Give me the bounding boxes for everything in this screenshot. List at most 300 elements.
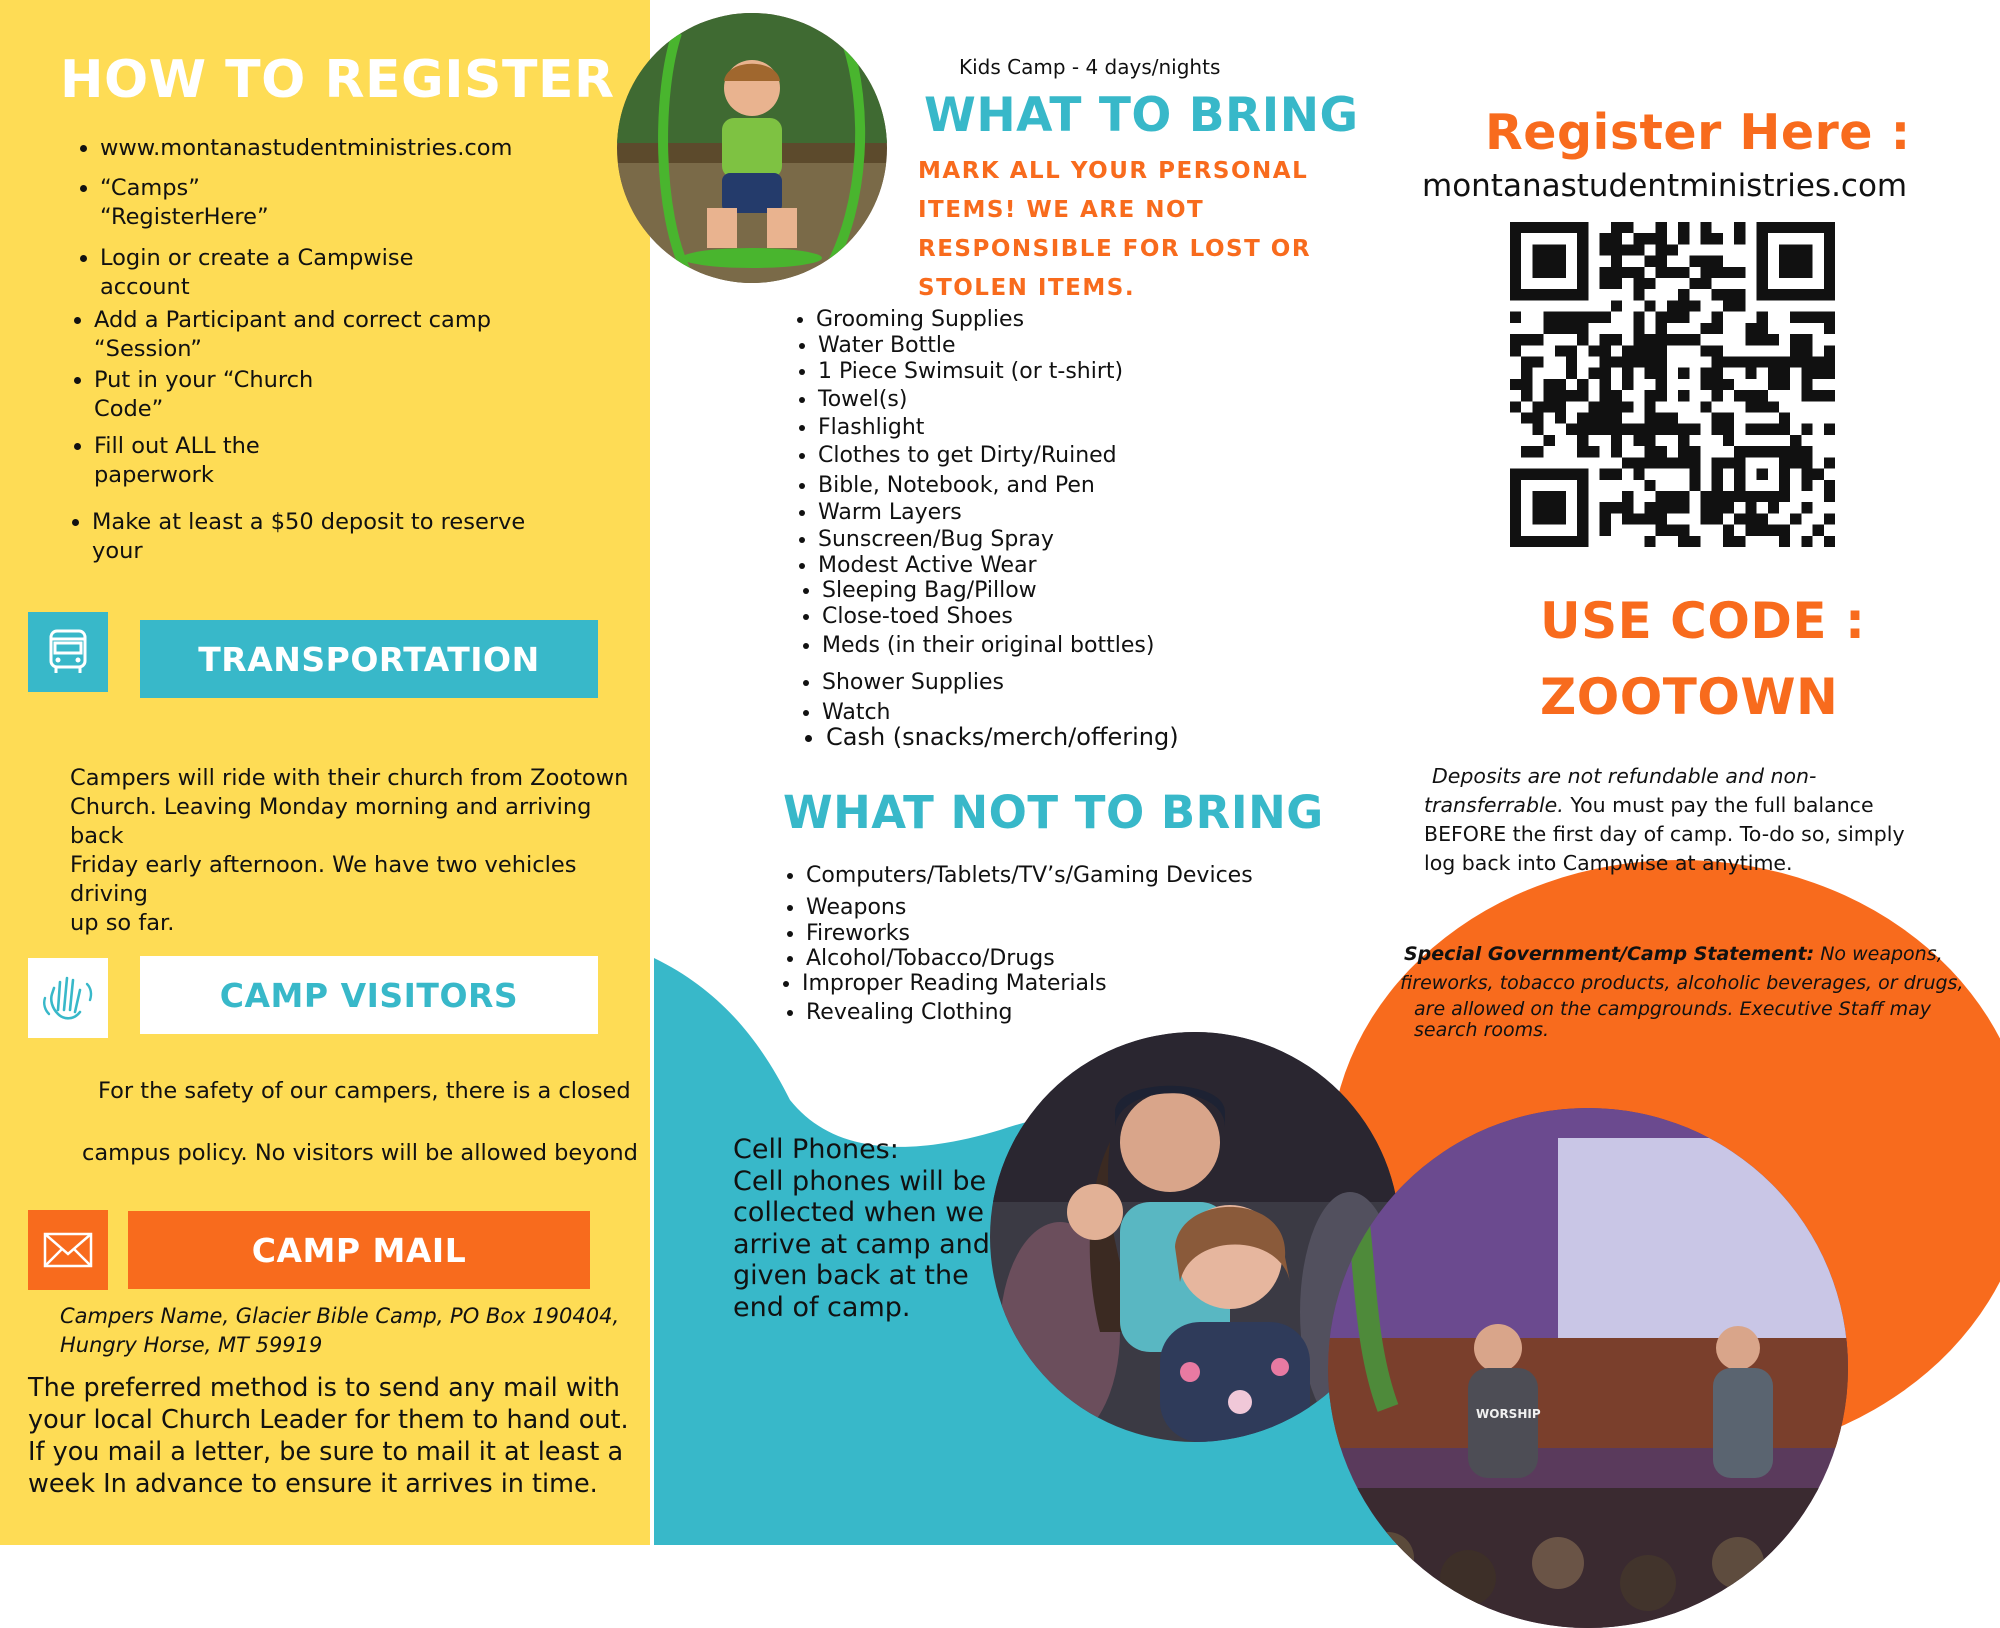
qr-module bbox=[1544, 401, 1555, 412]
qr-module bbox=[1521, 469, 1532, 480]
qr-module bbox=[1734, 222, 1745, 233]
qr-module bbox=[1779, 267, 1790, 278]
qr-module bbox=[1678, 435, 1689, 446]
qr-module bbox=[1577, 323, 1588, 334]
qr-module bbox=[1600, 244, 1611, 255]
qr-module bbox=[1689, 278, 1700, 289]
qr-module bbox=[1768, 424, 1779, 435]
qr-module bbox=[1667, 424, 1678, 435]
qr-module bbox=[1622, 356, 1633, 367]
deposit-line: BEFORE the first day of camp. To-do so, simply bbox=[1424, 822, 1905, 846]
qr-module bbox=[1801, 469, 1812, 480]
qr-module bbox=[1824, 278, 1835, 289]
step-line: • Fill out ALL the bbox=[94, 433, 260, 459]
qr-module bbox=[1600, 278, 1611, 289]
qr-module bbox=[1532, 469, 1543, 480]
qr-module bbox=[1566, 424, 1577, 435]
qr-module bbox=[1555, 312, 1566, 323]
qr-module bbox=[1656, 491, 1667, 502]
qr-module bbox=[1824, 323, 1835, 334]
qr-module bbox=[1779, 244, 1790, 255]
statement-text: No weapons, bbox=[1814, 943, 1943, 965]
qr-module bbox=[1521, 222, 1532, 233]
qr-module bbox=[1667, 300, 1678, 311]
list-item: • Water Bottle bbox=[818, 332, 955, 359]
text-line: up so far. bbox=[70, 910, 175, 936]
qr-module bbox=[1577, 513, 1588, 524]
statement-line bbox=[1400, 940, 1990, 969]
text-line: arrive at camp and bbox=[733, 1228, 990, 1260]
use-code-label: USE CODE : bbox=[1540, 592, 1866, 650]
qr-module bbox=[1712, 379, 1723, 390]
qr-module bbox=[1790, 345, 1801, 356]
qr-module bbox=[1555, 413, 1566, 424]
qr-module bbox=[1757, 525, 1768, 536]
qr-module bbox=[1555, 323, 1566, 334]
qr-module bbox=[1611, 435, 1622, 446]
qr-module bbox=[1678, 300, 1689, 311]
qr-module bbox=[1667, 312, 1678, 323]
qr-module bbox=[1701, 278, 1712, 289]
qr-module bbox=[1521, 334, 1532, 345]
qr-module bbox=[1577, 424, 1588, 435]
qr-module bbox=[1689, 480, 1700, 491]
qr-module bbox=[1779, 536, 1790, 547]
qr-module bbox=[1757, 256, 1768, 267]
qr-module bbox=[1712, 469, 1723, 480]
list-item: • Modest Active Wear bbox=[818, 552, 1037, 579]
deposit-text bbox=[1424, 762, 1944, 878]
qr-module bbox=[1734, 457, 1745, 468]
qr-module bbox=[1566, 289, 1577, 300]
step-line: • Add a Participant and correct camp bbox=[94, 307, 492, 333]
qr-module bbox=[1544, 312, 1555, 323]
qr-module bbox=[1622, 267, 1633, 278]
qr-module bbox=[1801, 256, 1812, 267]
qr-module bbox=[1801, 289, 1812, 300]
what-to-bring-list bbox=[790, 306, 1212, 756]
qr-module bbox=[1544, 289, 1555, 300]
qr-module bbox=[1555, 345, 1566, 356]
qr-module bbox=[1723, 536, 1734, 547]
list-item: • Bible, Notebook, and Pen bbox=[818, 472, 1095, 499]
qr-module bbox=[1644, 233, 1655, 244]
qr-module bbox=[1588, 345, 1599, 356]
qr-module bbox=[1510, 334, 1521, 345]
warning-text bbox=[918, 152, 1311, 308]
qr-module bbox=[1555, 502, 1566, 513]
qr-module bbox=[1790, 289, 1801, 300]
qr-module bbox=[1689, 457, 1700, 468]
photo-worship-stage bbox=[1328, 1108, 1848, 1628]
qr-module bbox=[1600, 267, 1611, 278]
qr-module bbox=[1644, 502, 1655, 513]
qr-module bbox=[1824, 356, 1835, 367]
qr-module bbox=[1633, 233, 1644, 244]
qr-module bbox=[1656, 345, 1667, 356]
qr-module bbox=[1768, 289, 1779, 300]
qr-module bbox=[1824, 513, 1835, 524]
qr-module bbox=[1566, 222, 1577, 233]
qr-module bbox=[1678, 368, 1689, 379]
qr-module bbox=[1566, 536, 1577, 547]
qr-module bbox=[1667, 502, 1678, 513]
qr-module bbox=[1734, 480, 1745, 491]
qr-module bbox=[1745, 390, 1756, 401]
qr-module bbox=[1600, 368, 1611, 379]
deposit-line bbox=[1424, 791, 1944, 820]
qr-module bbox=[1656, 244, 1667, 255]
qr-module bbox=[1510, 256, 1521, 267]
qr-module bbox=[1656, 513, 1667, 524]
list-item: • Revealing Clothing bbox=[806, 999, 1013, 1026]
qr-module bbox=[1757, 356, 1768, 367]
qr-module bbox=[1757, 278, 1768, 289]
qr-module bbox=[1644, 435, 1655, 446]
qr-module bbox=[1824, 457, 1835, 468]
qr-module bbox=[1644, 368, 1655, 379]
qr-module bbox=[1779, 356, 1790, 367]
qr-module bbox=[1510, 536, 1521, 547]
qr-module bbox=[1689, 536, 1700, 547]
qr-module bbox=[1633, 356, 1644, 367]
qr-module bbox=[1510, 401, 1521, 412]
qr-module bbox=[1510, 502, 1521, 513]
qr-module bbox=[1745, 323, 1756, 334]
camp-statement bbox=[1400, 940, 1990, 1040]
step-line: “Session” bbox=[94, 336, 202, 362]
qr-module bbox=[1734, 446, 1745, 457]
qr-module bbox=[1734, 390, 1745, 401]
qr-module bbox=[1577, 435, 1588, 446]
qr-module bbox=[1611, 278, 1622, 289]
qr-module bbox=[1555, 390, 1566, 401]
qr-module bbox=[1577, 233, 1588, 244]
list-item: • Sunscreen/Bug Spray bbox=[818, 526, 1054, 553]
qr-module bbox=[1544, 491, 1555, 502]
list-item: • Fireworks bbox=[806, 920, 910, 947]
shirt-text: WORSHIP bbox=[1476, 1407, 1541, 1421]
qr-module bbox=[1689, 256, 1700, 267]
qr-module bbox=[1734, 300, 1745, 311]
qr-module bbox=[1701, 323, 1712, 334]
qr-module bbox=[1644, 356, 1655, 367]
step-line: “RegisterHere” bbox=[100, 204, 269, 230]
visitors-heading: CAMP VISITORS bbox=[140, 956, 598, 1034]
qr-module bbox=[1712, 267, 1723, 278]
qr-module bbox=[1801, 446, 1812, 457]
qr-module bbox=[1577, 502, 1588, 513]
statement-label: Special Government/Camp Statement: bbox=[1404, 943, 1815, 965]
qr-module bbox=[1824, 289, 1835, 300]
qr-module bbox=[1779, 222, 1790, 233]
qr-module bbox=[1745, 334, 1756, 345]
qr-module bbox=[1555, 469, 1566, 480]
use-code-value: ZOOTOWN bbox=[1540, 668, 1839, 726]
qr-module bbox=[1768, 222, 1779, 233]
qr-module bbox=[1577, 491, 1588, 502]
qr-module bbox=[1566, 356, 1577, 367]
qr-module bbox=[1532, 334, 1543, 345]
qr-module bbox=[1510, 267, 1521, 278]
qr-module bbox=[1555, 222, 1566, 233]
qr-module bbox=[1701, 491, 1712, 502]
qr-module bbox=[1644, 446, 1655, 457]
qr-module bbox=[1779, 446, 1790, 457]
text-line: Friday early afternoon. We have two vehicles driving bbox=[70, 852, 577, 907]
qr-module bbox=[1633, 278, 1644, 289]
qr-module bbox=[1723, 424, 1734, 435]
qr-module bbox=[1611, 390, 1622, 401]
qr-module bbox=[1779, 469, 1790, 480]
qr-module bbox=[1678, 502, 1689, 513]
register-url[interactable]: montanastudentministries.com bbox=[1422, 168, 1908, 204]
what-not-to-bring-title: WHAT NOT TO BRING bbox=[783, 786, 1324, 839]
qr-module bbox=[1600, 413, 1611, 424]
qr-module bbox=[1757, 424, 1768, 435]
qr-module bbox=[1757, 233, 1768, 244]
qr-module bbox=[1824, 536, 1835, 547]
qr-module bbox=[1801, 379, 1812, 390]
qr-module bbox=[1633, 312, 1644, 323]
qr-module bbox=[1644, 278, 1655, 289]
qr-module bbox=[1701, 256, 1712, 267]
qr-module bbox=[1689, 469, 1700, 480]
qr-module bbox=[1768, 368, 1779, 379]
qr-module bbox=[1678, 222, 1689, 233]
qr-module bbox=[1824, 256, 1835, 267]
qr-module bbox=[1790, 312, 1801, 323]
qr-code[interactable] bbox=[1510, 222, 1835, 547]
qr-module bbox=[1633, 424, 1644, 435]
qr-module bbox=[1813, 312, 1824, 323]
qr-module bbox=[1779, 491, 1790, 502]
qr-module bbox=[1611, 502, 1622, 513]
qr-module bbox=[1723, 356, 1734, 367]
list-item: • Grooming Supplies bbox=[816, 306, 1024, 333]
qr-module bbox=[1555, 513, 1566, 524]
camp-subtitle: Kids Camp - 4 days/nights bbox=[959, 55, 1221, 79]
qr-module bbox=[1544, 256, 1555, 267]
qr-module bbox=[1757, 469, 1768, 480]
qr-module bbox=[1712, 368, 1723, 379]
qr-module bbox=[1644, 480, 1655, 491]
qr-module bbox=[1801, 480, 1812, 491]
qr-module bbox=[1622, 424, 1633, 435]
list-item: • Meds (in their original bottles) bbox=[822, 632, 1154, 659]
qr-module bbox=[1723, 491, 1734, 502]
qr-module bbox=[1667, 413, 1678, 424]
qr-module bbox=[1667, 267, 1678, 278]
deposit-rest: You must pay the full balance bbox=[1563, 793, 1874, 817]
qr-module bbox=[1644, 413, 1655, 424]
qr-module bbox=[1521, 379, 1532, 390]
qr-module bbox=[1588, 312, 1599, 323]
address-line: Hungry Horse, MT 59919 bbox=[60, 1333, 323, 1357]
qr-module bbox=[1701, 379, 1712, 390]
qr-module bbox=[1656, 323, 1667, 334]
qr-module bbox=[1801, 312, 1812, 323]
qr-module bbox=[1532, 446, 1543, 457]
qr-module bbox=[1622, 457, 1633, 468]
statement-line: fireworks, tobacco products, alcoholic beverages, or drugs, bbox=[1400, 972, 1964, 994]
address-line: Campers Name, Glacier Bible Camp, PO Box 190404, bbox=[60, 1304, 620, 1328]
qr-module bbox=[1790, 256, 1801, 267]
qr-module bbox=[1801, 424, 1812, 435]
qr-module bbox=[1555, 289, 1566, 300]
qr-module bbox=[1734, 469, 1745, 480]
qr-module bbox=[1701, 222, 1712, 233]
what-not-to-bring-list bbox=[790, 862, 1272, 1032]
warning-line: MARK ALL YOUR PERSONAL bbox=[918, 158, 1309, 184]
qr-module bbox=[1734, 491, 1745, 502]
text-line: your local Church Leader for them to hand out. bbox=[28, 1405, 629, 1435]
warning-line: RESPONSIBLE FOR LOST OR bbox=[918, 236, 1312, 262]
qr-module bbox=[1600, 356, 1611, 367]
qr-module bbox=[1532, 424, 1543, 435]
qr-module bbox=[1790, 446, 1801, 457]
qr-module bbox=[1588, 413, 1599, 424]
qr-module bbox=[1745, 424, 1756, 435]
qr-module bbox=[1600, 424, 1611, 435]
qr-module bbox=[1667, 491, 1678, 502]
qr-module bbox=[1656, 356, 1667, 367]
qr-module bbox=[1544, 244, 1555, 255]
qr-module bbox=[1656, 424, 1667, 435]
qr-module bbox=[1588, 424, 1599, 435]
qr-module bbox=[1768, 446, 1779, 457]
qr-module bbox=[1689, 334, 1700, 345]
qr-module bbox=[1644, 390, 1655, 401]
qr-module bbox=[1801, 244, 1812, 255]
step-line: • Make at least a $50 deposit to reserve bbox=[92, 509, 526, 535]
qr-module bbox=[1600, 525, 1611, 536]
list-item: • Clothes to get Dirty/Ruined bbox=[818, 442, 1117, 469]
qr-module bbox=[1555, 536, 1566, 547]
qr-module bbox=[1532, 413, 1543, 424]
qr-module bbox=[1644, 424, 1655, 435]
qr-module bbox=[1521, 536, 1532, 547]
qr-module bbox=[1801, 345, 1812, 356]
qr-module bbox=[1824, 312, 1835, 323]
qr-module bbox=[1577, 536, 1588, 547]
warning-line: STOLEN ITEMS. bbox=[918, 275, 1136, 301]
qr-module bbox=[1712, 289, 1723, 300]
qr-module bbox=[1577, 469, 1588, 480]
qr-module bbox=[1510, 491, 1521, 502]
qr-module bbox=[1768, 401, 1779, 412]
qr-module bbox=[1633, 244, 1644, 255]
qr-module bbox=[1734, 233, 1745, 244]
qr-module bbox=[1656, 446, 1667, 457]
qr-module bbox=[1757, 222, 1768, 233]
qr-module bbox=[1790, 356, 1801, 367]
deposit-italic: Deposits are not refundable and non- bbox=[1432, 764, 1817, 788]
text-line: week In advance to ensure it arrives in time. bbox=[28, 1469, 598, 1499]
step-line: • Put in your “Church bbox=[94, 367, 314, 393]
text-line: Cell Phones: bbox=[733, 1134, 899, 1165]
qr-code-image bbox=[1510, 222, 1835, 547]
qr-module bbox=[1577, 289, 1588, 300]
list-item: • Shower Supplies bbox=[822, 669, 1004, 696]
qr-module bbox=[1734, 513, 1745, 524]
qr-module bbox=[1779, 256, 1790, 267]
text-line: collected when we bbox=[733, 1197, 984, 1228]
qr-module bbox=[1532, 513, 1543, 524]
qr-module bbox=[1824, 233, 1835, 244]
qr-module bbox=[1600, 469, 1611, 480]
qr-module bbox=[1712, 256, 1723, 267]
qr-module bbox=[1510, 480, 1521, 491]
qr-module bbox=[1824, 491, 1835, 502]
qr-module bbox=[1757, 323, 1768, 334]
qr-module bbox=[1701, 502, 1712, 513]
qr-module bbox=[1678, 457, 1689, 468]
qr-module bbox=[1611, 244, 1622, 255]
qr-module bbox=[1600, 502, 1611, 513]
qr-module bbox=[1566, 312, 1577, 323]
qr-module bbox=[1656, 390, 1667, 401]
qr-module bbox=[1689, 446, 1700, 457]
qr-module bbox=[1790, 244, 1801, 255]
qr-module bbox=[1577, 480, 1588, 491]
qr-module bbox=[1712, 502, 1723, 513]
list-item: • Cash (snacks/merch/offering) bbox=[826, 724, 1179, 751]
qr-module bbox=[1712, 345, 1723, 356]
qr-module bbox=[1768, 356, 1779, 367]
qr-module bbox=[1633, 345, 1644, 356]
qr-module bbox=[1510, 312, 1521, 323]
qr-module bbox=[1544, 222, 1555, 233]
qr-module bbox=[1678, 536, 1689, 547]
qr-module bbox=[1824, 390, 1835, 401]
list-item: • Towel(s) bbox=[818, 386, 907, 413]
qr-module bbox=[1622, 513, 1633, 524]
qr-module bbox=[1813, 222, 1824, 233]
qr-module bbox=[1622, 379, 1633, 390]
qr-module bbox=[1667, 457, 1678, 468]
qr-module bbox=[1566, 469, 1577, 480]
qr-module bbox=[1701, 267, 1712, 278]
text-line: If you mail a letter, be sure to mail it at least a bbox=[28, 1437, 624, 1467]
qr-module bbox=[1656, 368, 1667, 379]
qr-module bbox=[1600, 513, 1611, 524]
qr-module bbox=[1644, 256, 1655, 267]
qr-module bbox=[1801, 267, 1812, 278]
qr-module bbox=[1600, 345, 1611, 356]
qr-module bbox=[1656, 525, 1667, 536]
qr-module bbox=[1510, 278, 1521, 289]
qr-module bbox=[1544, 323, 1555, 334]
qr-module bbox=[1678, 233, 1689, 244]
text-line: Cell phones will be bbox=[733, 1165, 987, 1197]
qr-module bbox=[1745, 502, 1756, 513]
qr-module bbox=[1611, 413, 1622, 424]
qr-module bbox=[1532, 256, 1543, 267]
qr-module bbox=[1745, 491, 1756, 502]
step-line: Code” bbox=[94, 396, 164, 422]
qr-module bbox=[1790, 435, 1801, 446]
qr-module bbox=[1566, 368, 1577, 379]
qr-module bbox=[1768, 525, 1779, 536]
qr-module bbox=[1510, 469, 1521, 480]
qr-module bbox=[1555, 244, 1566, 255]
what-to-bring-title: WHAT TO BRING bbox=[924, 88, 1359, 143]
qr-module bbox=[1577, 312, 1588, 323]
qr-module bbox=[1678, 390, 1689, 401]
qr-module bbox=[1723, 525, 1734, 536]
qr-module bbox=[1712, 424, 1723, 435]
